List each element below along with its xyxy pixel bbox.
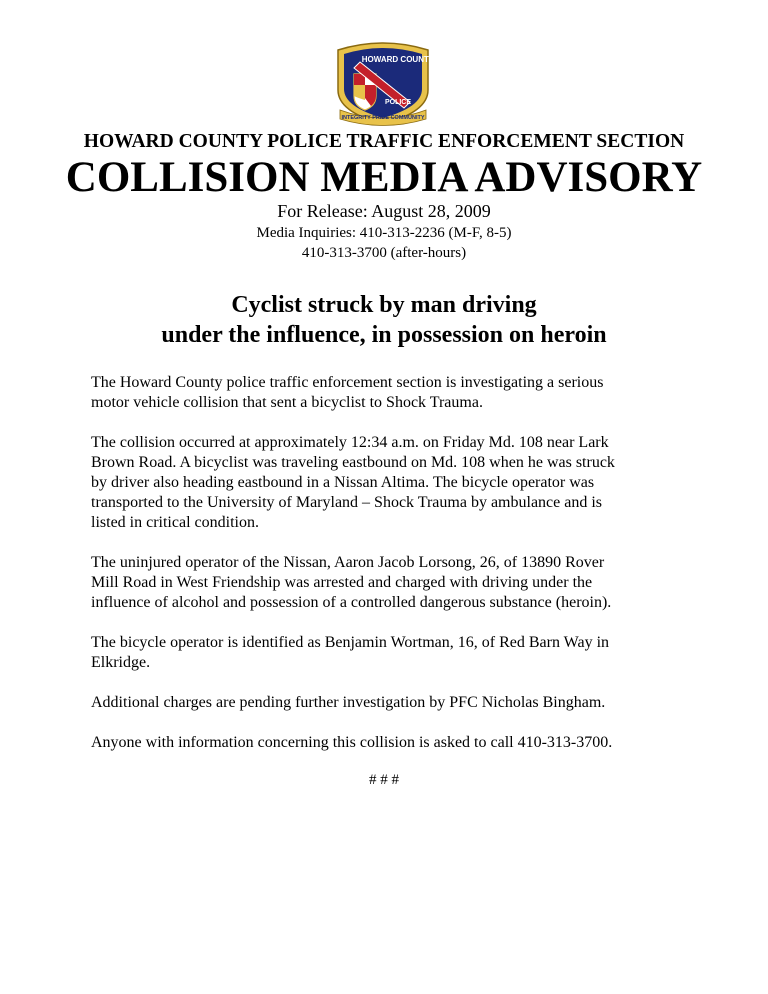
paragraph-intro xyxy=(91,373,691,413)
paragraph-contact xyxy=(91,733,691,753)
end-mark: # # # xyxy=(369,772,399,788)
text-line: Additional charges are pending further investigation by PFC Nicholas Bingham. xyxy=(91,694,606,711)
headline xyxy=(0,290,768,350)
media-inquiries-after-hours: 410-313-3700 (after-hours) xyxy=(301,245,467,261)
text-line: The collision occurred at approximately 12:34 a.m. on Friday Md. 108 near Lark xyxy=(91,434,609,451)
logo-top-text: HOWARD COUNTY xyxy=(361,55,435,64)
page-title: COLLISION MEDIA ADVISORY xyxy=(65,154,703,201)
text-line: by driver also heading eastbound in a Nissan Altima. The bicycle operator was xyxy=(91,474,595,491)
paragraph-driver-arrest xyxy=(91,553,691,613)
text-line: Mill Road in West Friendship was arrested and charged with driving under the xyxy=(91,574,593,591)
text-line: Anyone with information concerning this collision is asked to call 410-313-3700. xyxy=(91,734,613,751)
text-line: The bicycle operator is identified as Benjamin Wortman, 16, of Red Barn Way in xyxy=(91,634,610,651)
text-line: transported to the University of Maryland – Shock Trauma by ambulance and is xyxy=(91,494,603,511)
article-body xyxy=(91,373,691,773)
text-line: motor vehicle collision that sent a bicyclist to Shock Trauma. xyxy=(91,394,483,411)
release-date: For Release: August 28, 2009 xyxy=(277,201,491,221)
police-badge-logo xyxy=(330,40,436,126)
logo-motto-text: INTEGRITY PRIDE COMMUNITY xyxy=(341,115,425,121)
text-line: listed in critical condition. xyxy=(91,514,259,531)
text-line: The Howard County police traffic enforcement section is investigating a serious xyxy=(91,374,604,391)
headline-line-2: under the influence, in possession on heroin xyxy=(161,322,607,348)
text-line: The uninjured operator of the Nissan, Aaron Jacob Lorsong, 26, of 13890 Rover xyxy=(91,554,605,571)
agency-name: HOWARD COUNTY POLICE TRAFFIC ENFORCEMENT SECTION xyxy=(83,131,685,152)
text-line: Brown Road. A bicyclist was traveling eastbound on Md. 108 when he was struck xyxy=(91,454,615,471)
paragraph-collision-details xyxy=(91,433,691,533)
text-line: influence of alcohol and possession of a controlled dangerous substance (heroin). xyxy=(91,594,612,611)
paragraph-cyclist-identity xyxy=(91,633,691,673)
police-badge-icon xyxy=(330,40,436,126)
headline-line-1: Cyclist struck by man driving xyxy=(231,292,537,318)
media-inquiries-weekday: Media Inquiries: 410-313-2236 (M-F, 8-5) xyxy=(256,225,512,241)
paragraph-pending-charges xyxy=(91,693,691,713)
text-line: Elkridge. xyxy=(91,654,151,671)
logo-banner-text: POLICE xyxy=(384,99,412,106)
